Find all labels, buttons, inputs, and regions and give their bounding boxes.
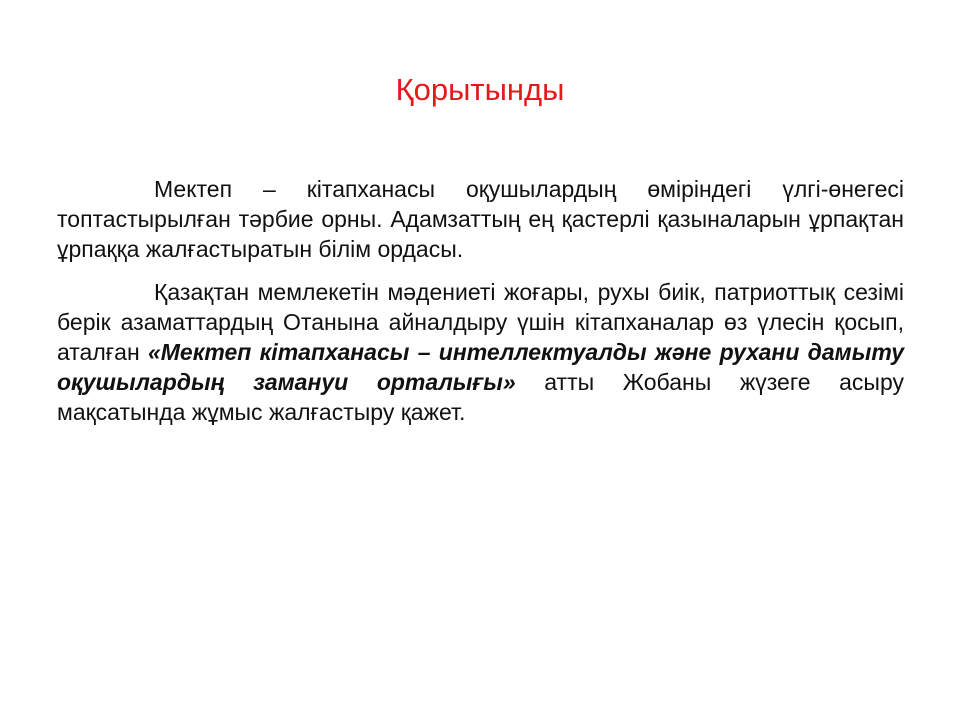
paragraph-2 bbox=[57, 277, 904, 427]
paragraph-2-text-after: атты Жобаны жүзеге асыру мақсатында жұмыс жалғастыру қажет. bbox=[57, 369, 904, 425]
slide-title: Қорытынды bbox=[395, 72, 565, 107]
paragraph-2-text-before: Қазақтан мемлекетін мәдениеті жоғары, рухы биік, патриоттық сезімі берік азаматтардың Отанына айналдыру үшін кітапханалар өз үлесін қосып, аталған bbox=[57, 279, 904, 365]
slide-body bbox=[57, 174, 904, 440]
paragraph-1: Мектеп – кітапханасы оқушылардың өміріндегі үлгі-өнегесі топтастырылған тәрбие орны. Адамзаттың ең қастерлі қазыналарын ұрпақтан ұрпаққа жалғастыратын білім ордасы. bbox=[57, 176, 904, 262]
project-name-emphasis: «Мектеп кітапханасы – интеллектуалды және рухани дамыту оқушылардың замануи орталығы» bbox=[57, 339, 904, 395]
